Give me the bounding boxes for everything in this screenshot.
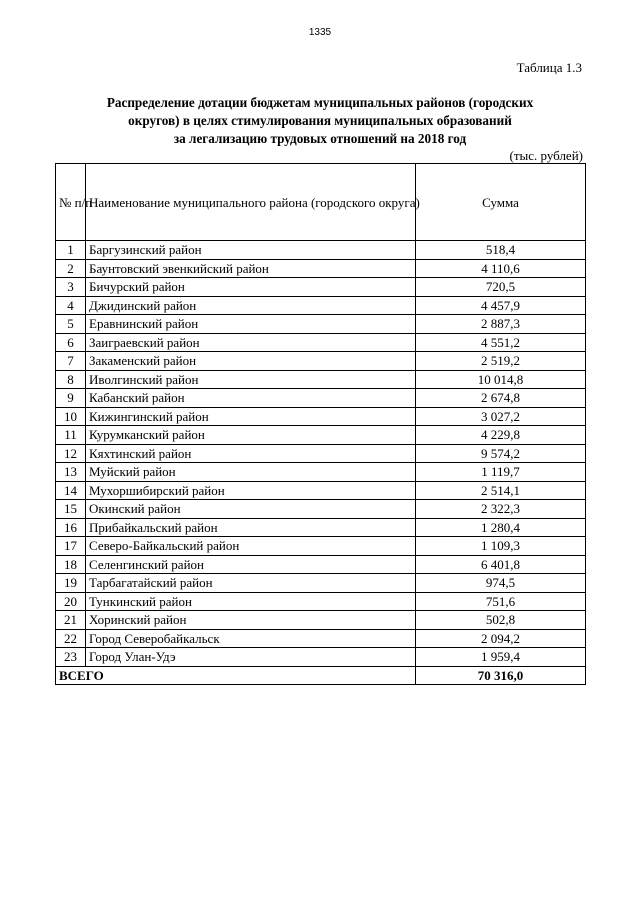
table-row bbox=[56, 315, 586, 334]
row-number-cell: 10 bbox=[56, 407, 86, 426]
amount-cell: 1 959,4 bbox=[416, 648, 586, 667]
row-number-cell: 6 bbox=[56, 333, 86, 352]
table-row bbox=[56, 444, 586, 463]
district-name-cell: Кижингинский район bbox=[86, 407, 416, 426]
row-number-cell: 1 bbox=[56, 241, 86, 260]
district-name-cell: Город Северобайкальск bbox=[86, 629, 416, 648]
distribution-table bbox=[55, 163, 586, 685]
table-row bbox=[56, 278, 586, 297]
amount-cell: 502,8 bbox=[416, 611, 586, 630]
title-line: за легализацию трудовых отношений на 2018 год bbox=[173, 131, 467, 146]
district-name-cell: Тункинский район bbox=[86, 592, 416, 611]
header-num: № п/п bbox=[56, 164, 86, 241]
amount-cell: 10 014,8 bbox=[416, 370, 586, 389]
table-row bbox=[56, 463, 586, 482]
district-name-cell: Кяхтинский район bbox=[86, 444, 416, 463]
district-name-cell: Закаменский район bbox=[86, 352, 416, 371]
district-name-cell: Мухоршибирский район bbox=[86, 481, 416, 500]
row-number-cell: 7 bbox=[56, 352, 86, 371]
amount-cell: 1 109,3 bbox=[416, 537, 586, 556]
district-name-cell: Еравнинский район bbox=[86, 315, 416, 334]
row-number-cell: 18 bbox=[56, 555, 86, 574]
amount-cell: 2 887,3 bbox=[416, 315, 586, 334]
table-row bbox=[56, 537, 586, 556]
amount-cell: 6 401,8 bbox=[416, 555, 586, 574]
district-name-cell: Северо-Байкальский район bbox=[86, 537, 416, 556]
table-row bbox=[56, 574, 586, 593]
header-name: Наименование муниципального района (городского округа) bbox=[86, 164, 416, 241]
amount-cell: 4 229,8 bbox=[416, 426, 586, 445]
row-number-cell: 11 bbox=[56, 426, 86, 445]
row-number-cell: 4 bbox=[56, 296, 86, 315]
amount-cell: 3 027,2 bbox=[416, 407, 586, 426]
units-label: (тыс. рублей) bbox=[509, 148, 583, 163]
row-number-cell: 22 bbox=[56, 629, 86, 648]
amount-cell: 751,6 bbox=[416, 592, 586, 611]
row-number-cell: 19 bbox=[56, 574, 86, 593]
title-line: Распределение дотации бюджетам муниципальных районов (городских bbox=[106, 95, 534, 110]
amount-cell: 4 457,9 bbox=[416, 296, 586, 315]
row-number-cell: 14 bbox=[56, 481, 86, 500]
row-number-cell: 17 bbox=[56, 537, 86, 556]
table-row bbox=[56, 296, 586, 315]
district-name-cell: Окинский район bbox=[86, 500, 416, 519]
row-number-cell: 8 bbox=[56, 370, 86, 389]
district-name-cell: Кабанский район bbox=[86, 389, 416, 408]
district-name-cell: Муйский район bbox=[86, 463, 416, 482]
table-row bbox=[56, 648, 586, 667]
table-row bbox=[56, 259, 586, 278]
row-number-cell: 9 bbox=[56, 389, 86, 408]
row-number-cell: 23 bbox=[56, 648, 86, 667]
district-name-cell: Город Улан-Удэ bbox=[86, 648, 416, 667]
total-row bbox=[56, 666, 586, 685]
row-number-cell: 12 bbox=[56, 444, 86, 463]
table-row bbox=[56, 629, 586, 648]
row-number-cell: 15 bbox=[56, 500, 86, 519]
total-label: ВСЕГО bbox=[56, 666, 416, 685]
table-reference: Таблица 1.3 bbox=[516, 60, 582, 75]
table-row bbox=[56, 352, 586, 371]
district-name-cell: Курумканский район bbox=[86, 426, 416, 445]
district-name-cell: Баргузинский район bbox=[86, 241, 416, 260]
amount-cell: 1 280,4 bbox=[416, 518, 586, 537]
page-number: 1335 bbox=[308, 27, 332, 38]
district-name-cell: Бичурский район bbox=[86, 278, 416, 297]
row-number-cell: 13 bbox=[56, 463, 86, 482]
total-amount: 70 316,0 bbox=[416, 666, 586, 685]
table-row bbox=[56, 241, 586, 260]
amount-cell: 9 574,2 bbox=[416, 444, 586, 463]
amount-cell: 4 110,6 bbox=[416, 259, 586, 278]
amount-cell: 2 322,3 bbox=[416, 500, 586, 519]
row-number-cell: 16 bbox=[56, 518, 86, 537]
table-row bbox=[56, 407, 586, 426]
district-name-cell: Тарбагатайский район bbox=[86, 574, 416, 593]
header-sum: Сумма bbox=[416, 164, 586, 241]
amount-cell: 2 674,8 bbox=[416, 389, 586, 408]
row-number-cell: 20 bbox=[56, 592, 86, 611]
table-header-row bbox=[56, 164, 586, 241]
row-number-cell: 21 bbox=[56, 611, 86, 630]
table-row bbox=[56, 500, 586, 519]
amount-cell: 974,5 bbox=[416, 574, 586, 593]
amount-cell: 2 519,2 bbox=[416, 352, 586, 371]
row-number-cell: 2 bbox=[56, 259, 86, 278]
amount-cell: 2 094,2 bbox=[416, 629, 586, 648]
amount-cell: 720,5 bbox=[416, 278, 586, 297]
table-row bbox=[56, 426, 586, 445]
document-title bbox=[60, 94, 580, 148]
title-line: округов) в целях стимулирования муниципальных образований bbox=[128, 113, 512, 128]
table-row bbox=[56, 481, 586, 500]
amount-cell: 1 119,7 bbox=[416, 463, 586, 482]
district-name-cell: Джидинский район bbox=[86, 296, 416, 315]
table-row bbox=[56, 370, 586, 389]
table-row bbox=[56, 389, 586, 408]
district-name-cell: Баунтовский эвенкийский район bbox=[86, 259, 416, 278]
table-row bbox=[56, 555, 586, 574]
table-row bbox=[56, 592, 586, 611]
amount-cell: 518,4 bbox=[416, 241, 586, 260]
table-row bbox=[56, 611, 586, 630]
row-number-cell: 3 bbox=[56, 278, 86, 297]
amount-cell: 2 514,1 bbox=[416, 481, 586, 500]
district-name-cell: Иволгинский район bbox=[86, 370, 416, 389]
district-name-cell: Заиграевский район bbox=[86, 333, 416, 352]
row-number-cell: 5 bbox=[56, 315, 86, 334]
table-row bbox=[56, 333, 586, 352]
amount-cell: 4 551,2 bbox=[416, 333, 586, 352]
district-name-cell: Хоринский район bbox=[86, 611, 416, 630]
district-name-cell: Селенгинский район bbox=[86, 555, 416, 574]
table-row bbox=[56, 518, 586, 537]
district-name-cell: Прибайкальский район bbox=[86, 518, 416, 537]
table-body bbox=[56, 241, 586, 685]
